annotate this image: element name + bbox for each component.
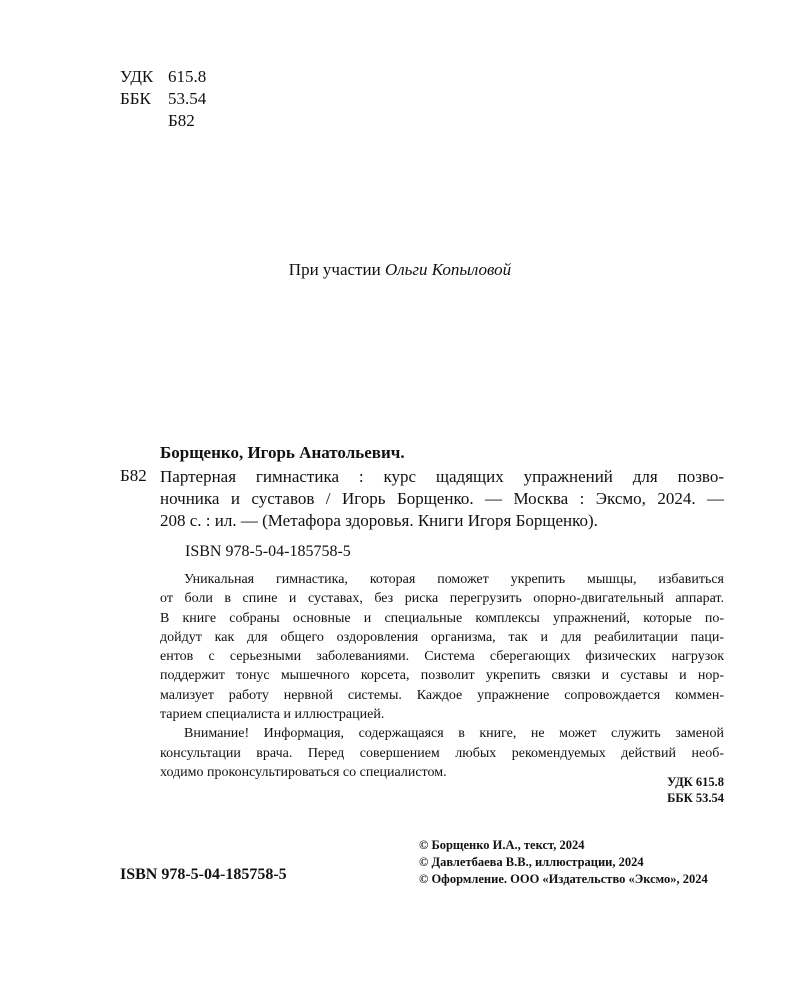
isbn-bottom: ISBN 978-5-04-185758-5 bbox=[120, 866, 287, 883]
annotation bbox=[160, 570, 724, 782]
annotation-line: консультации врача. Перед совершением любых рекомендуемых действий необ- bbox=[160, 745, 724, 761]
catalog-code: Б82 bbox=[120, 466, 147, 485]
copyright-block bbox=[419, 837, 708, 888]
author-mark: Б82 bbox=[168, 111, 195, 130]
udc-value: 615.8 bbox=[168, 67, 207, 86]
annotation-line: ентов с серьезными заболеваниями. Система сберегающих физических нагрузок bbox=[160, 649, 724, 665]
annotation-line: тарием специалиста и иллюстрацией. bbox=[160, 707, 385, 723]
annotation-line: Внимание! Информация, содержащаяся в книге, не может служить заменой bbox=[184, 726, 724, 742]
bbk-label: ББК bbox=[120, 89, 151, 108]
annotation-line: дойдут как для общего оздоровления организма, так и для реабилитации паци- bbox=[160, 629, 724, 645]
classification-codes bbox=[120, 66, 206, 132]
description-line: Партерная гимнастика : курс щадящих упражнений для позво- bbox=[160, 467, 724, 486]
description-line: ночника и суставов / Игорь Борщенко. — Москва : Эксмо, 2024. — bbox=[160, 489, 724, 508]
annotation-line: поддержит тонус мышечного корсета, позволит укрепить связки и суставы и нор- bbox=[160, 668, 724, 684]
copyright-line: © Оформление. ООО «Издательство «Эксмо», 2024 bbox=[419, 872, 708, 886]
participant-name: Ольги Копыловой bbox=[384, 260, 512, 279]
annotation-line: Уникальная гимнастика, которая поможет укрепить мышцы, избавиться bbox=[184, 572, 724, 587]
bottom-bbk: ББК 53.54 bbox=[667, 791, 724, 805]
annotation-line: мализует работу нервной системы. Каждое упражнение сопровождается коммен- bbox=[160, 687, 724, 703]
bbk-row bbox=[120, 88, 206, 110]
bottom-classification-codes bbox=[667, 774, 724, 806]
participation-prefix: При участии bbox=[288, 260, 381, 279]
catalog-author: Борщенко, Игорь Анатольевич. bbox=[160, 443, 405, 462]
annotation-line: ходимо проконсультироваться со специалистом. bbox=[160, 764, 447, 780]
annotation-line: от боли в спине и суставах, без риска перегрузить опорно-двигательный аппарат. bbox=[160, 591, 724, 607]
catalog-isbn: ISBN 978-5-04-185758-5 bbox=[185, 543, 351, 560]
copyright-line: © Давлетбаева В.В., иллюстрации, 2024 bbox=[419, 855, 644, 869]
udc-row bbox=[120, 66, 206, 88]
catalog-description bbox=[160, 466, 724, 532]
participation-line bbox=[0, 260, 800, 280]
description-line: 208 с. : ил. — (Метафора здоровья. Книги Игоря Борщенко). bbox=[160, 511, 598, 530]
copyright-line: © Борщенко И.А., текст, 2024 bbox=[419, 838, 585, 852]
bottom-udc: УДК 615.8 bbox=[667, 775, 724, 789]
bbk-value: 53.54 bbox=[168, 89, 207, 108]
udc-label: УДК bbox=[120, 67, 154, 86]
annotation-line: В книге собраны основные и специальные комплексы упражнений, которые по- bbox=[160, 610, 724, 626]
